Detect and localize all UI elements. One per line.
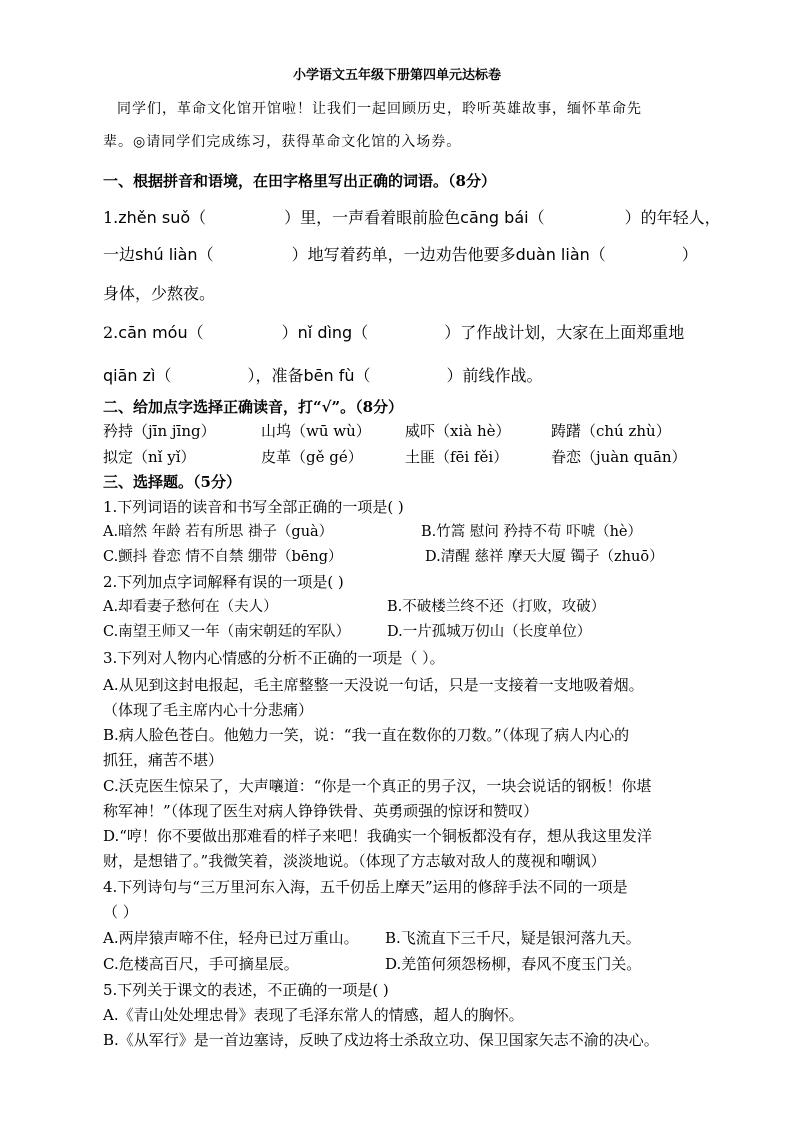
option-b[interactable]: B.不破楼兰终不还（打败，攻破）	[387, 599, 606, 615]
option-c[interactable]: C.颤抖 眷恋 情不自禁 绷带（bēng）	[103, 549, 343, 565]
paren-open: （	[197, 245, 214, 264]
section3-heading: 三、选择题。（5分）	[103, 473, 241, 491]
s1-q1-line-1	[103, 208, 721, 228]
s3-q3-option-d-cont: 财，是想错了。”我微笑着，淡淡地说。（体现了方志敏对敌人的蔑视和嘲讽）	[103, 852, 606, 870]
pinyin-benfu: bēn fù	[303, 366, 355, 385]
pinyin-niding: nǐ dìng	[297, 323, 353, 342]
s3-q3-option-a[interactable]: A.从见到这封电报起，毛主席整整一天没说一句话，只是一支接着一支地吸着烟。	[103, 676, 644, 694]
paren-open: （	[155, 366, 172, 385]
pinyin-choice-item[interactable]: 皮革（gě gé）	[261, 448, 363, 466]
text: 一边	[103, 245, 136, 264]
text: ）里，一声看着眼前脸色	[284, 208, 461, 227]
option-a[interactable]: A.暗然 年龄 若有所思 褂子（guà）	[103, 524, 334, 540]
option-a[interactable]: A.却看妻子愁何在（夫人）	[103, 599, 278, 615]
s3-question-2: 2.下列加点字词解释有误的一项是( )	[103, 573, 344, 591]
s3-question-5: 5.下列关于课文的表述，不正确的一项是( )	[103, 981, 389, 999]
pinyin-qianzi: qiān zì	[103, 366, 156, 385]
paren-close: ）	[681, 245, 698, 264]
option-c[interactable]: C.危楼高百尺，手可摘星辰。	[103, 955, 299, 973]
q-number: 1.	[103, 208, 119, 227]
s3-q3-option-c-cont: 称军神！”（体现了医生对病人铮铮铁骨、英勇顽强的惊讶和赞叹）	[103, 802, 539, 820]
pinyin-choice-item[interactable]: 土匪（fēi fěi）	[405, 448, 509, 466]
intro-line-1: 同学们，革命文化馆开馆啦！让我们一起回顾历史，聆听英雄故事，缅怀革命先	[117, 101, 642, 117]
text: ）的年轻人，	[624, 208, 721, 227]
pinyin-cangbai: cāng bái	[460, 208, 529, 227]
pinyin-choice-item[interactable]: 拟定（nǐ yǐ）	[103, 448, 196, 466]
s3-q3-option-b[interactable]: B.病人脸色苍白。他勉力一笑，说：“我一直在数你的刀数。”（体现了病人内心的	[103, 726, 630, 744]
paren-close: ）	[281, 323, 298, 342]
pinyin-choice-item[interactable]: 踌躇（chú zhù）	[551, 422, 671, 440]
paren-open: （	[354, 366, 371, 385]
option-d[interactable]: D.清醒 慈祥 摩天大厦 镯子（zhuō）	[425, 549, 664, 565]
option-b[interactable]: B.竹篙 慰问 矜持不苟 吓唬（hè）	[421, 524, 643, 540]
pinyin-choice-item[interactable]: 山坞（wū wù）	[261, 422, 371, 440]
pinyin-zhensuo: zhěn suǒ	[118, 208, 191, 227]
paren-open: （	[528, 208, 545, 227]
paren-open: （	[187, 323, 204, 342]
pinyin-choice-item[interactable]: 眷恋（juàn quān）	[551, 448, 687, 466]
s3-q4-options-row-2	[103, 954, 703, 974]
s3-q3-option-d[interactable]: D.“哼！你不要做出那难看的样子来吧！我确实一个铜板都没有存，想从我这里发洋	[103, 827, 652, 845]
s3-q3-option-a-cont: （体现了毛主席内心十分悲痛）	[103, 701, 314, 719]
s3-q3-option-c[interactable]: C.沃克医生惊呆了，大声嚷道：“你是一个真正的男子汉，一块会说话的钢板！你堪	[103, 777, 652, 795]
s1-q1-line-2	[103, 245, 698, 265]
s2-row-2	[103, 447, 703, 467]
s3-question-4: 4.下列诗句与“三万里河东入海，五千仞岳上摩天”运用的修辞手法不同的一项是	[103, 878, 628, 896]
text: ），准备	[247, 366, 304, 385]
option-d[interactable]: D.羌笛何须怨杨柳，春风不度玉门关。	[385, 955, 642, 973]
option-d[interactable]: D.一片孤城万仞山（长度单位）	[387, 624, 592, 640]
pinyin-shulian: shú liàn	[135, 245, 198, 264]
option-c[interactable]: C.南望王师又一年（南宋朝廷的军队）	[103, 624, 351, 640]
s2-row-1	[103, 421, 703, 441]
section2-heading: 二、给加点字选择正确读音，打“√”。（8分）	[103, 398, 404, 416]
s3-question-4-paren: （ ）	[103, 903, 138, 921]
s3-q5-option-b[interactable]: B.《从军行》是一首边塞诗，反映了戍边将士杀敌立功、保卫国家矢志不渝的决心。	[103, 1031, 659, 1049]
s3-q1-options-row-1	[103, 522, 703, 542]
text: ）地写着药单，一边劝告他要多	[291, 245, 516, 264]
paren-open: （	[190, 208, 207, 227]
text: ）了作战计划，大家在上面郑重地	[444, 323, 685, 342]
text: ）前线作战。	[446, 366, 543, 385]
pinyin-choice-item[interactable]: 威吓（xià hè）	[405, 422, 511, 440]
paren-open: （	[589, 245, 606, 264]
exam-title: 小学语文五年级下册第四单元达标卷	[292, 68, 501, 83]
s1-q2-line-2	[103, 366, 543, 386]
s3-q4-options-row-1	[103, 928, 703, 948]
s3-q1-options-row-2	[103, 547, 703, 567]
s3-q2-options-row-2	[103, 622, 703, 642]
intro-line-2: 辈。◎请同学们完成练习，获得革命文化馆的入场券。	[103, 134, 462, 150]
q-number: 2.	[103, 323, 119, 342]
s3-question-1: 1.下列词语的读音和书写全部正确的一项是( )	[103, 498, 404, 516]
s1-q1-line-3: 身体，少熬夜。	[103, 284, 216, 303]
s3-q3-option-b-cont: 抓狂，痛苦不堪）	[103, 751, 224, 769]
pinyin-choice-item[interactable]: 矜持（jīn jīng）	[103, 422, 216, 440]
s3-question-3: 3.下列对人物内心情感的分析不正确的一项是（ ）。	[103, 649, 445, 667]
pinyin-canmou: cān móu	[118, 323, 188, 342]
s1-q2-line-1	[103, 323, 684, 343]
s3-q2-options-row-1	[103, 597, 703, 617]
paren-open: （	[352, 323, 369, 342]
pinyin-duanlian: duàn liàn	[515, 245, 590, 264]
s3-q5-option-a[interactable]: A.《青山处处埋忠骨》表现了毛泽东常人的情感，超人的胸怀。	[103, 1006, 524, 1024]
option-b[interactable]: B.飞流直下三千尺，疑是银河落九天。	[385, 929, 641, 947]
section1-heading: 一、根据拼音和语境，在田字格里写出正确的词语。（8分）	[103, 172, 496, 190]
option-a[interactable]: A.两岸猿声啼不住，轻舟已过万重山。	[103, 929, 359, 947]
